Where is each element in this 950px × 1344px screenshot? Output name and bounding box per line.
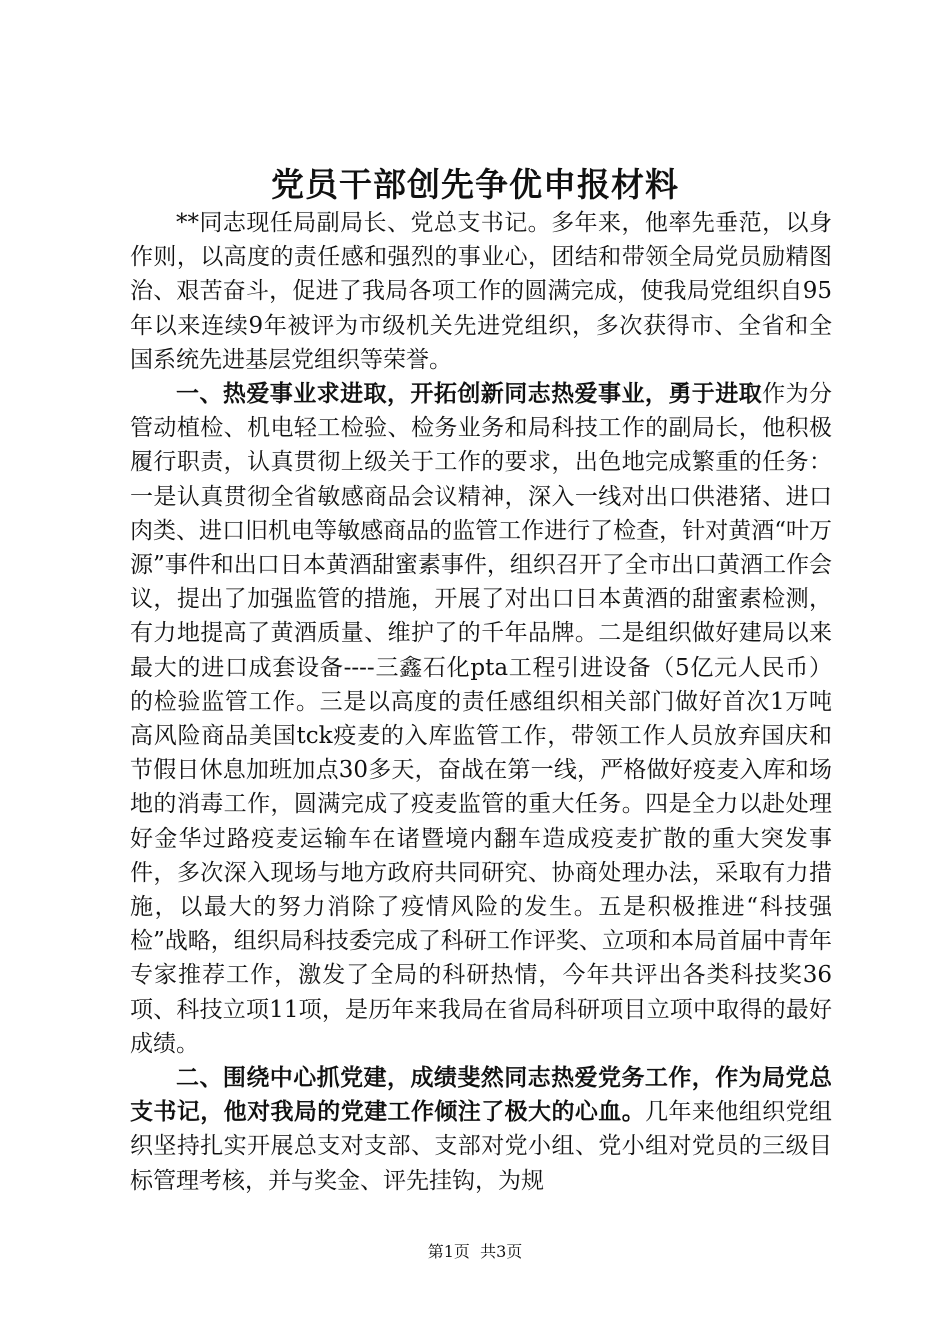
paragraph-intro: [130, 206, 832, 377]
paragraph-section-2: [130, 1061, 832, 1198]
page-footer: [0, 1240, 950, 1264]
paragraph-text: 几年来他组织党组织坚持扎实开展总支对支部、支部对党小组、党小组对党员的三级目标管理考核，并与奖金、评先挂钩，为规: [130, 1099, 833, 1194]
document-title: 党员干部创先争优申报材料: [271, 165, 679, 204]
page-total: 共3页: [480, 1242, 523, 1261]
section-1-heading: 一、热爱事业求进取，开拓创新同志热爱事业，勇于进取: [176, 380, 763, 408]
section-2-heading: 二、围绕中心抓党建，成绩斐然同志热爱党务工作，作为局党总支书记，他对我局的党建工作倾注了极大的心血。: [130, 1064, 832, 1126]
document-body: [130, 206, 832, 1198]
paragraph-section-1: [130, 377, 832, 1061]
paragraph-text: **同志现任局副局长、党总支书记。多年来，他率先垂范，以身作则，以高度的责任感和强烈的事业心，团结和带领全局党员励精图治、艰苦奋斗，促进了我局各项工作的圆满完成，使我局党组织自95年以来连续9年被评为市级机关先进党组织，多次获得市、全省和全国系统先进基层党组织等荣誉。: [130, 210, 832, 373]
page-number: 第1页: [427, 1242, 470, 1261]
paragraph-text: 作为分管动植检、机电轻工检验、检务业务和局科技工作的副局长，他积极履行职责，认真贯彻上级关于工作的要求，出色地完成繁重的任务：一是认真贯彻全省敏感商品会议精神，深入一线对出口供港猪、进口肉类、进口旧机电等敏感商品的监管工作进行了检查，针对黄酒“叶万源”事件和出口日本黄酒甜蜜素事件，组织召开了全市出口黄酒工作会议，提出了加强监管的措施，开展了对出口日本黄酒的甜蜜素检测，有力地提高了黄酒质量、维护了的千年品牌。二是组织做好建局以来最大的进口成套设备----三鑫石化pta工程引进设备（5亿元人民币）的检验监管工作。三是以高度的责任感组织相关部门做好首次1万吨高风险商品美国tck疫麦的入库监管工作，带领工作人员放弃国庆和节假日休息加班加点30多天，奋战在第一线，严格做好疫麦入库和场地的消毒工作，圆满完成了疫麦监管的重大任务。四是全力以赴处理好金华过路疫麦运输车在诸暨境内翻车造成疫麦扩散的重大突发事件，多次深入现场与地方政府共同研究、协商处理办法，采取有力措施，以最大的努力消除了疫情风险的发生。五是积极推进“科技强检”战略，组织局科技委完成了科研工作评奖、立项和本局首届中青年专家推荐工作，激发了全局的科研热情，今年共评出各类科技奖36项、科技立项11项，是历年来我局在省局科研项目立项中取得的最好成绩。: [130, 381, 833, 1057]
